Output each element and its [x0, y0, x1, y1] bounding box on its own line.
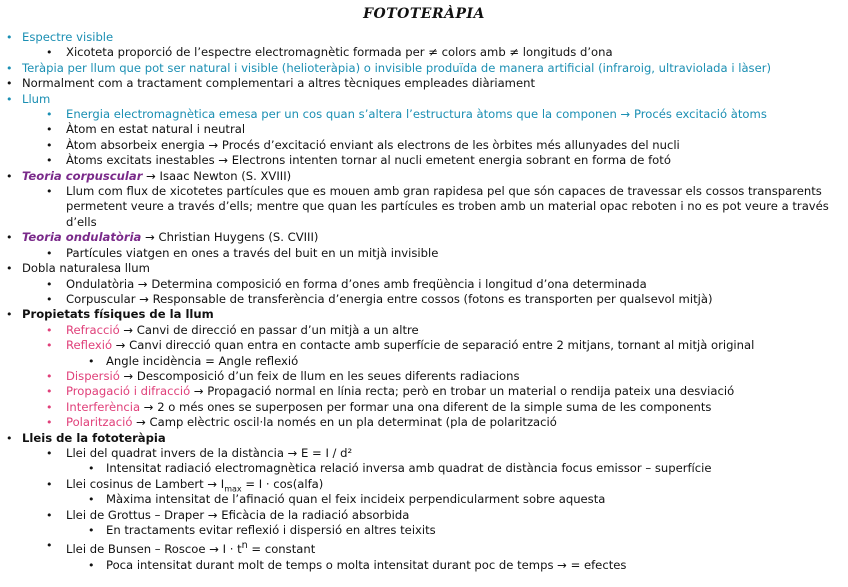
bullet-icon: •: [6, 231, 13, 245]
list-item-text: → Propagació normal en línia recta; però en trobar un material o rendija pateix una desviació: [190, 384, 735, 399]
list-item-text: = constant: [247, 542, 316, 557]
list-item-text: Àtom absorbeix energia → Procés d’excitació enviant als electrons de les òrbites més allunyades del nucli: [66, 137, 680, 152]
list-item: [6, 292, 844, 307]
list-item: [6, 153, 844, 168]
list-item-text: Màxima intensitat de l’afinació quan el feix incideix perpendicularment sobre aquesta: [106, 492, 606, 507]
bullet-icon: •: [46, 400, 53, 414]
list-item-text: Llei cosinus de Lambert → I: [66, 476, 225, 491]
list-item: [6, 30, 844, 45]
list-item: [6, 338, 844, 353]
bullet-icon: •: [46, 185, 53, 199]
list-item: [6, 477, 844, 492]
list-item-text: Reflexió: [66, 338, 113, 353]
list-item: [6, 400, 844, 415]
list-item: [6, 107, 844, 122]
list-item-text: Intensitat radiació electromagnètica relació inversa amb quadrat de distància focus emissor – superfície: [106, 461, 712, 476]
bullet-icon: •: [46, 323, 53, 337]
list-item-text: Propietats físiques de la llum: [22, 307, 214, 322]
list-item: [6, 122, 844, 137]
bullet-icon: •: [46, 446, 53, 460]
list-item-text: → 2 o més ones se superposen per formar una ona diferent de la simple suma de les components: [140, 399, 712, 414]
list-item-text: Llei del quadrat invers de la distància → E = I / d²: [66, 445, 353, 460]
bullet-icon: •: [46, 385, 53, 399]
list-item: [6, 523, 844, 538]
list-item-text: = I · cos(alfa): [241, 476, 324, 491]
list-item: [6, 384, 844, 399]
list-item-text: n: [241, 540, 248, 552]
list-item: [6, 45, 844, 60]
bullet-icon: •: [46, 369, 53, 383]
list-item-text: Energia electromagnètica emesa per un cos quan s’altera l’estructura àtoms que la componen → Procés excitació àtoms: [66, 107, 767, 122]
bullet-icon: •: [46, 246, 53, 260]
bullet-icon: •: [46, 154, 53, 168]
bullet-icon: •: [46, 508, 53, 522]
list-item-text: Teoria corpuscular: [22, 168, 143, 183]
list-item-text: Interferència: [66, 399, 141, 414]
list-item-text: Normalment com a tractament complementari a altres tècniques empleades diàriament: [22, 76, 535, 91]
list-item-text: Teoria ondulatòria: [22, 230, 142, 245]
list-item: [6, 538, 844, 557]
list-item: [6, 61, 844, 76]
list-item: [6, 184, 844, 230]
bullet-icon: •: [46, 539, 53, 553]
bullet-icon: •: [6, 262, 13, 276]
bullet-icon: •: [46, 292, 53, 306]
list-item-text: → Christian Huygens (S. CVIII): [141, 230, 319, 245]
list-item: [6, 92, 844, 107]
bullet-icon: •: [46, 339, 53, 353]
list-item-text: Partícules viatgen en ones a través del buit en un mitjà invisible: [66, 245, 439, 260]
list-item-text: Teràpia per llum que pot ser natural i visible (helioteràpia) o invisible produïda de manera artificial (infraroig, ultraviolada i làser): [22, 60, 772, 75]
bullet-icon: •: [88, 354, 95, 368]
bullet-icon: •: [46, 108, 53, 122]
bullet-icon: •: [46, 46, 53, 60]
list-item: [6, 369, 844, 384]
list-item: [6, 354, 844, 369]
list-item-text: Corpuscular → Responsable de transferència d’energia entre cossos (fotons es transporten per qualsevol mitjà): [66, 291, 713, 306]
bullet-icon: •: [6, 92, 13, 106]
list-item-text: → Canvi de direcció en passar d’un mitjà a un altre: [119, 322, 419, 337]
list-item-text: Polarització: [66, 415, 133, 430]
list-item-text: → Isaac Newton (S. XVIII): [142, 168, 292, 183]
list-item: [6, 261, 844, 276]
list-item: [6, 558, 844, 573]
bullet-icon: •: [6, 77, 13, 91]
bullet-icon: •: [46, 277, 53, 291]
list-item: [6, 431, 844, 446]
list-item-text: Àtom en estat natural i neutral: [66, 122, 246, 137]
list-item-text: Llum: [22, 91, 51, 106]
list-item: [6, 307, 844, 322]
list-item-text: Llei de Bunsen – Roscoe → I · t: [66, 542, 242, 557]
list-item: [6, 446, 844, 461]
list-item-text: → Camp elèctric oscil·la només en un pla determinat (pla de polarització: [132, 415, 557, 430]
bullet-icon: •: [46, 416, 53, 430]
list-item: [6, 246, 844, 261]
list-item-text: Espectre visible: [22, 30, 114, 44]
bullet-icon: •: [46, 477, 53, 491]
bullet-icon: •: [6, 31, 13, 44]
bullet-icon: •: [6, 169, 13, 183]
list-item-text: → Descomposició d’un feix de llum en les seues diferents radiacions: [119, 368, 520, 383]
list-item: [6, 169, 844, 184]
list-item-text: Xicoteta proporció de l’espectre electromagnètic formada per ≠ colors amb ≠ longituds d’ona: [66, 45, 613, 60]
list-item-text: Àtoms excitats inestables → Electrons intenten tornar al nucli emetent energia sobrant en forma de fotó: [66, 153, 671, 168]
list-item: [6, 492, 844, 507]
list-item: [6, 461, 844, 476]
list-item-text: → Canvi direcció quan entra en contacte amb superfície de separació entre 2 mitjans, tornant al mitjà original: [112, 338, 755, 353]
list-item-text: Ondulatòria → Determina composició en forma d’ones amb freqüència i longitud d’ona determinada: [66, 276, 647, 291]
bullet-icon: •: [6, 308, 13, 322]
list-item: [6, 277, 844, 292]
list-item-text: En tractaments evitar reflexió i dispersió en altres teixits: [106, 523, 436, 537]
bullet-icon: •: [46, 123, 53, 137]
list-item-text: Propagació i difracció: [66, 384, 191, 399]
list-item: [6, 415, 844, 430]
list-item-text: Lleis de la fototeràpia: [22, 430, 166, 445]
bullet-icon: •: [88, 558, 95, 572]
bullet-icon: •: [88, 493, 95, 507]
list-item-text: Dispersió: [66, 368, 120, 383]
list-item: [6, 138, 844, 153]
list-item: [6, 508, 844, 523]
list-item-text: Llum com flux de xicotetes partícules que es mouen amb gran rapidesa pel que són capaces de travessar els cossos transparents permetent veure a través d’ells; mentre que quan les partícules es troben amb un material opac reboten i no es pot veure a través d’ells: [66, 184, 829, 229]
list-item-text: Poca intensitat durant molt de temps o molta intensitat durant poc de temps → = efectes: [106, 557, 627, 572]
bullet-icon: •: [6, 431, 13, 445]
list-item-text: Refracció: [66, 322, 120, 337]
list-item-text: max: [224, 484, 242, 494]
bullet-icon: •: [6, 61, 13, 75]
list-item: [6, 323, 844, 338]
bullet-icon: •: [88, 524, 95, 537]
list-item: [6, 230, 844, 245]
bullet-icon: •: [46, 138, 53, 152]
list-item-text: Angle incidència = Angle reflexió: [106, 353, 299, 368]
list-item-text: Llei de Grottus – Draper → Eficàcia de la radiació absorbida: [66, 507, 410, 522]
notes-list: [6, 30, 844, 573]
page-title: FOTOTERÀPIA: [363, 6, 485, 22]
list-item-text: Dobla naturalesa llum: [22, 261, 150, 276]
bullet-icon: •: [88, 462, 95, 476]
list-item: [6, 76, 844, 91]
